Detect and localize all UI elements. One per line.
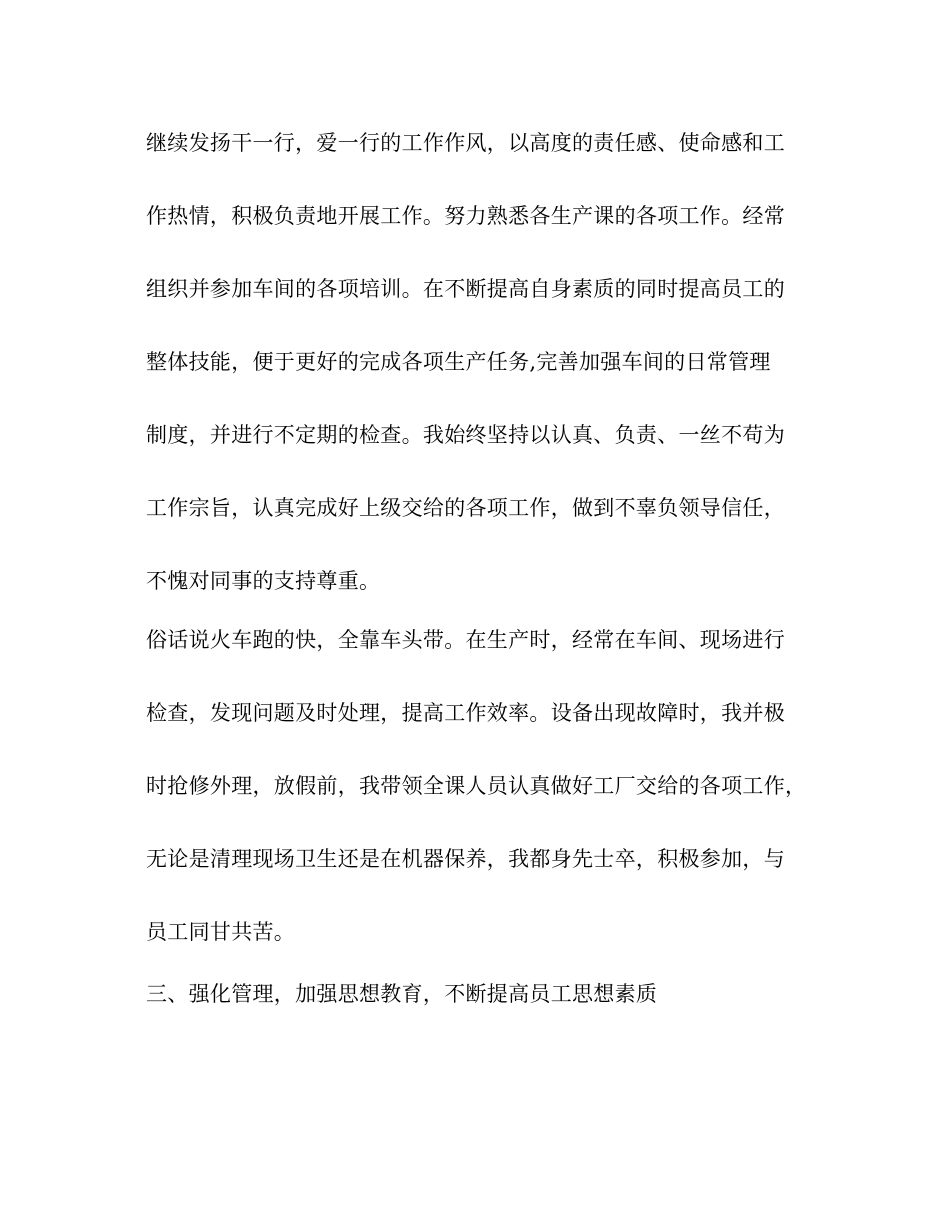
paragraph-1-line-2: 作热情，积极负责地开展工作。努力熟悉各生产课的各项工作。经常 [146,204,785,228]
paragraph-2-line-1: 俗话说火车跑的快，全靠车头带。在生产时，经常在车间、现场进行 [146,628,785,652]
paragraph-1-line-4: 整体技能，便于更好的完成各项生产任务,完善加强车间的日常管理 [146,350,771,374]
paragraph-1-line-3: 组织并参加车间的各项培训。在不断提高自身素质的同时提高员工的 [146,277,785,301]
section-heading: 三、强化管理，加强思想教育，不断提高员工思想素质 [146,982,658,1006]
paragraph-1-line-6: 工作宗旨，认真完成好上级交给的各项工作，做到不辜负领导信任， [146,496,785,520]
paragraph-1-line-1: 继续发扬干一行，爱一行的工作作风，以高度的责任感、使命感和工 [146,131,785,155]
paragraph-2-line-2: 检查，发现问题及时处理，提高工作效率。设备出现故障时，我并极 [146,701,785,725]
paragraph-2-line-4: 无论是清理现场卫生还是在机器保养，我都身先士卒，积极参加，与 [146,847,785,871]
paragraph-2-line-3: 时抢修外理，放假前，我带领全课人员认真做好工厂交给的各项工作， [146,774,807,798]
paragraph-1-line-7: 不愧对同事的支持尊重。 [146,569,381,593]
paragraph-2-line-5: 员工同甘共苦。 [146,920,296,944]
paragraph-1-line-5: 制度，并进行不定期的检查。我始终坚持以认真、负责、一丝不苟为 [146,423,785,447]
